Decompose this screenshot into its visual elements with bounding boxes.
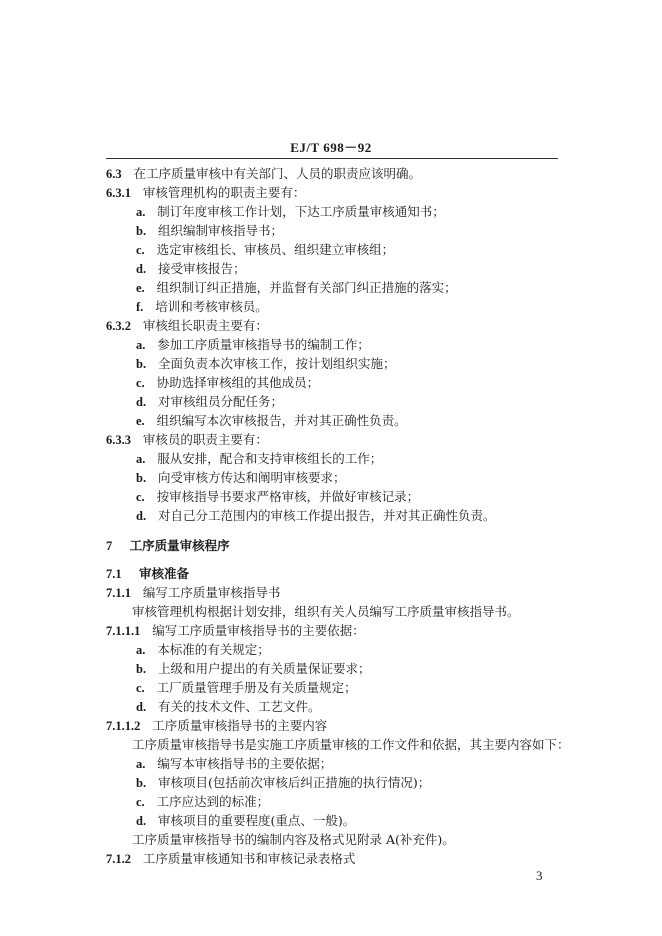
list-marker: b. (136, 662, 147, 676)
list-text: 参加工序质量审核指导书的编制工作； (157, 337, 370, 352)
clause-number: 6.3.1 (106, 186, 131, 200)
list-marker: c. (136, 243, 145, 257)
list-item (136, 793, 269, 811)
page-number: 3 (536, 868, 543, 883)
paragraph-text: 审核管理机构根据计划安排，组织有关人员编写工序质量审核指导书。 (132, 604, 520, 619)
paragraph (132, 736, 570, 754)
list-text: 组织编制审核指导书； (158, 223, 284, 238)
paragraph (132, 603, 520, 621)
clause-number: 7.1.2 (106, 852, 131, 866)
paragraph-text: 工序质量审核指导书的编制内容及格式见附录 A(补充件)。 (132, 832, 455, 847)
list-marker: c. (136, 490, 145, 504)
list-text: 向受审核方传达和阐明审核要求； (158, 470, 346, 485)
list-text: 本标准的有关规定； (157, 642, 270, 657)
section-7-1-heading (106, 565, 189, 583)
list-text: 培训和考核审核员。 (155, 299, 268, 314)
list-text: 审核项目(包括前次审核后纠正措施的执行情况)； (158, 775, 431, 790)
section-7-heading (106, 537, 230, 555)
list-item (136, 641, 270, 659)
list-text: 接受审核报告； (158, 261, 246, 276)
list-item (136, 812, 355, 830)
list-marker: d. (136, 700, 147, 714)
list-item (136, 241, 394, 259)
list-marker: d. (136, 262, 147, 276)
list-item (136, 298, 268, 316)
clause-number: 6.3.2 (106, 319, 131, 333)
clause-text: 工序质量审核指导书的主要内容 (152, 718, 328, 733)
clause-text: 编写工序质量审核指导书 (142, 585, 281, 600)
list-text: 协助选择审核组的其他成员； (156, 375, 320, 390)
list-item (136, 222, 283, 240)
list-item (136, 488, 419, 506)
list-marker: b. (136, 471, 147, 485)
clause-7-1-1-2 (106, 717, 327, 735)
clause-6-3-3 (106, 431, 268, 449)
clause-number: 7.1.1 (106, 586, 131, 600)
list-marker: c. (136, 376, 145, 390)
list-text: 工厂质量管理手册及有关质量规定； (156, 680, 357, 695)
list-marker: a. (136, 205, 146, 219)
list-marker: f. (136, 300, 144, 314)
section-title: 工序质量审核程序 (129, 538, 230, 553)
list-marker: e. (136, 414, 145, 428)
list-item (136, 355, 396, 373)
list-marker: d. (136, 395, 147, 409)
document-code-header: EJ/T 698－92 (290, 140, 372, 155)
list-marker: a. (136, 338, 146, 352)
list-marker: b. (136, 776, 147, 790)
list-item (136, 450, 382, 468)
list-text: 组织编写本次审核报告，并对其正确性负责。 (156, 413, 407, 428)
clause-number: 6.3.3 (106, 433, 131, 447)
list-text: 服从安排，配合和支持审核组长的工作； (157, 451, 383, 466)
list-item (136, 774, 430, 792)
clause-number: 6.3 (106, 167, 122, 181)
list-text: 编写本审核指导书的主要依据； (157, 756, 333, 771)
clause-text: 在工序质量审核中有关部门、人员的职责应该明确。 (133, 166, 422, 181)
list-marker: e. (136, 281, 145, 295)
clause-number: 7.1.1.1 (106, 624, 141, 638)
clause-text: 工序质量审核通知书和审核记录表格式 (142, 851, 356, 866)
list-item (136, 393, 283, 411)
clause-number: 7.1.1.2 (106, 719, 141, 733)
list-text: 按审核指导书要求严格审核，并做好审核记录； (156, 489, 420, 504)
list-text: 有关的技术文件、工艺文件。 (158, 699, 321, 714)
section-title: 审核准备 (139, 566, 190, 581)
list-marker: a. (136, 643, 146, 657)
clause-text: 审核管理机构的职责主要有： (142, 185, 306, 200)
list-marker: a. (136, 757, 146, 771)
clause-7-1-2 (106, 850, 355, 868)
list-text: 对自己分工范围内的审核工作提出报告，并对其正确性负责。 (158, 508, 496, 523)
list-text: 全面负责本次审核工作，按计划组织实施； (158, 356, 396, 371)
list-item (136, 336, 370, 354)
list-item (136, 374, 319, 392)
clause-6-3-2 (106, 317, 268, 335)
list-marker: b. (136, 224, 147, 238)
list-item (136, 203, 445, 221)
paragraph-text: 工序质量审核指导书是实施工序质量审核的工作文件和依据，其主要内容如下： (132, 737, 570, 752)
clause-6-3 (106, 165, 421, 183)
clause-7-1-1 (106, 584, 280, 602)
list-text: 审核项目的重要程度(重点、一般)。 (158, 813, 356, 828)
clause-7-1-1-1 (106, 622, 365, 640)
clause-text: 审核组长职责主要有： (142, 318, 268, 333)
list-marker: d. (136, 509, 147, 523)
list-item (136, 412, 407, 430)
section-number: 7.1 (106, 567, 122, 581)
list-item (136, 698, 321, 716)
list-marker: c. (136, 681, 145, 695)
section-number: 7 (106, 539, 113, 553)
list-marker: a. (136, 452, 146, 466)
clause-text: 审核员的职责主要有： (142, 432, 268, 447)
list-text: 制订年度审核工作计划，下达工序质量审核通知书； (157, 204, 445, 219)
list-marker: d. (136, 814, 147, 828)
list-text: 对审核组员分配任务； (158, 394, 284, 409)
clause-6-3-1 (106, 184, 305, 202)
list-item (136, 469, 346, 487)
list-text: 选定审核组长、审核员、组织建立审核组； (156, 242, 395, 257)
list-item (136, 260, 246, 278)
list-item (136, 679, 357, 697)
paragraph (132, 831, 455, 849)
list-item (136, 507, 496, 525)
clause-text: 编写工序质量审核指导书的主要依据： (152, 623, 365, 638)
list-item (136, 279, 457, 297)
list-marker: b. (136, 357, 147, 371)
list-text: 组织制订纠正措施，并监督有关部门纠正措施的落实； (156, 280, 457, 295)
list-item (136, 755, 332, 773)
list-text: 工序应达到的标准； (156, 794, 270, 809)
list-marker: c. (136, 795, 145, 809)
list-item (136, 660, 371, 678)
list-text: 上级和用户提出的有关质量保证要求； (158, 661, 371, 676)
